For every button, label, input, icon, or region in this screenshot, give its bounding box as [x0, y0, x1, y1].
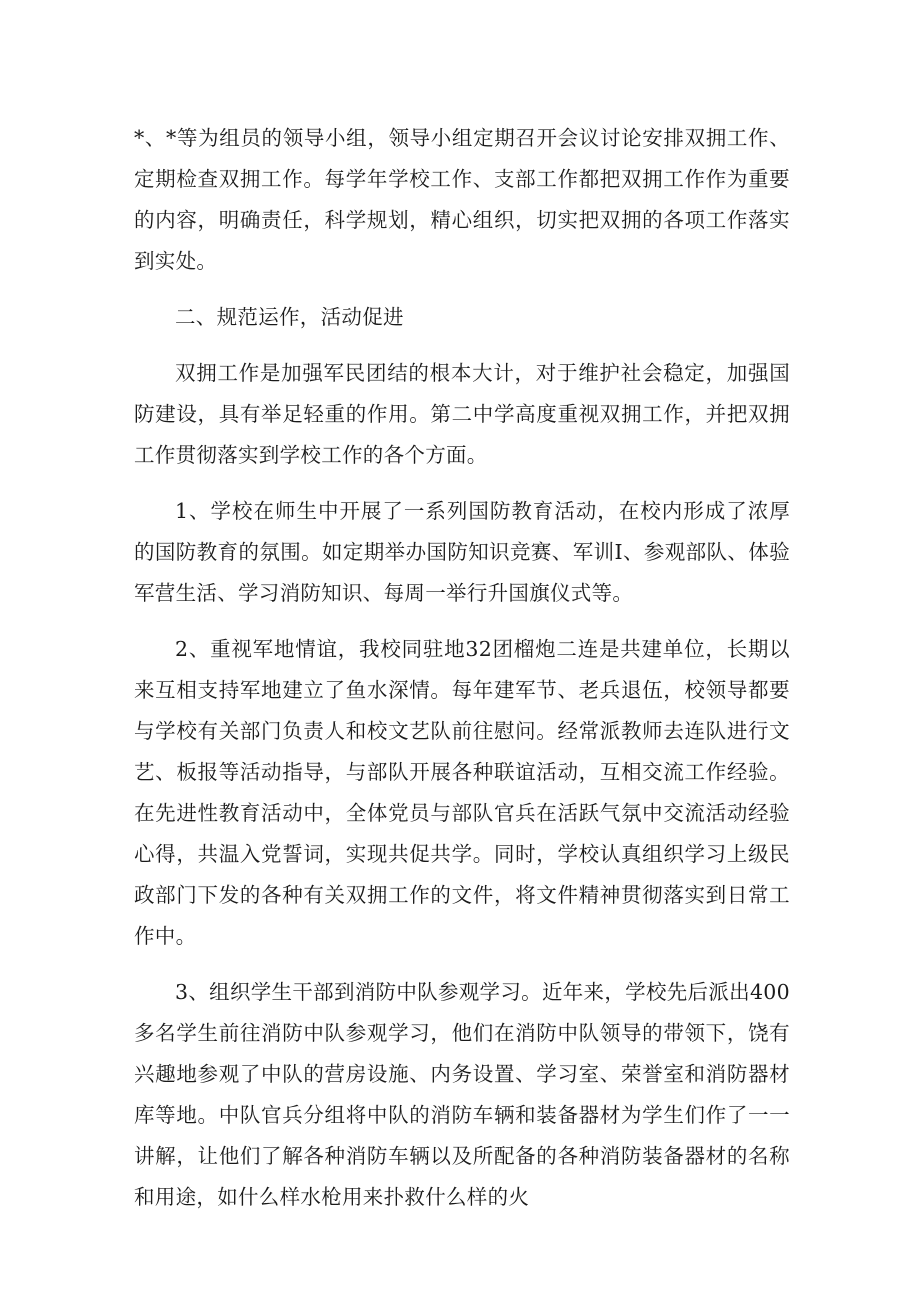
document-body	[134, 118, 790, 1233]
paragraph-item-1: 1、学校在师生中开展了一系列国防教育活动，在校内形成了浓厚的国防教育的氛围。如定期举办国防知识竞赛、军训I、参观部队、体验军营生活、学习消防知识、每周一举行升国旗仪式等。	[134, 499, 790, 605]
paragraph-item-2: 2、重视军地情谊，我校同驻地32团榴炮二连是共建单位，长期以来互相支持军地建立了鱼水深情。每年建军节、老兵退伍，校领导都要与学校有关部门负责人和校文艺队前往慰问。经常派教师去连队进行文艺、板报等活动指导，与部队开展各种联谊活动，互相交流工作经验。在先进性教育活动中，全体党员与部队官兵在活跃气氛中交流活动经验心得，共温入党誓词，实现共促共学。同时，学校认真组织学习上级民政部门下发的各种有关双拥工作的文件，将文件精神贯彻落实到日常工作中。	[134, 637, 790, 948]
paragraph-intro: 双拥工作是加强军民团结的根本大计，对于维护社会稳定，加强国防建设，具有举足轻重的作用。第二中学高度重视双拥工作，并把双拥工作贯彻落实到学校工作的各个方面。	[134, 361, 790, 467]
paragraph-leadership-group: *、*等为组员的领导小组，领导小组定期召开会议讨论安排双拥工作、定期检查双拥工作。每学年学校工作、支部工作都把双拥工作作为重要的内容，明确责任，科学规划，精心组织，切实把双拥的各项工作落实到实处。	[134, 126, 790, 273]
paragraph-item-3: 3、组织学生干部到消防中队参观学习。近年来，学校先后派出400多名学生前往消防中队参观学习，他们在消防中队领导的带领下，饶有兴趣地参观了中队的营房设施、内务设置、学习室、荣誉室和消防器材库等地。中队官兵分组将中队的消防车辆和装备器材为学生们作了一一讲解，让他们了解各种消防车辆以及所配备的各种消防装备器材的名称和用途，如什么样水枪用来扑救什么样的火	[134, 980, 790, 1209]
section-heading-2: 二、规范运作，活动促进	[175, 305, 404, 329]
